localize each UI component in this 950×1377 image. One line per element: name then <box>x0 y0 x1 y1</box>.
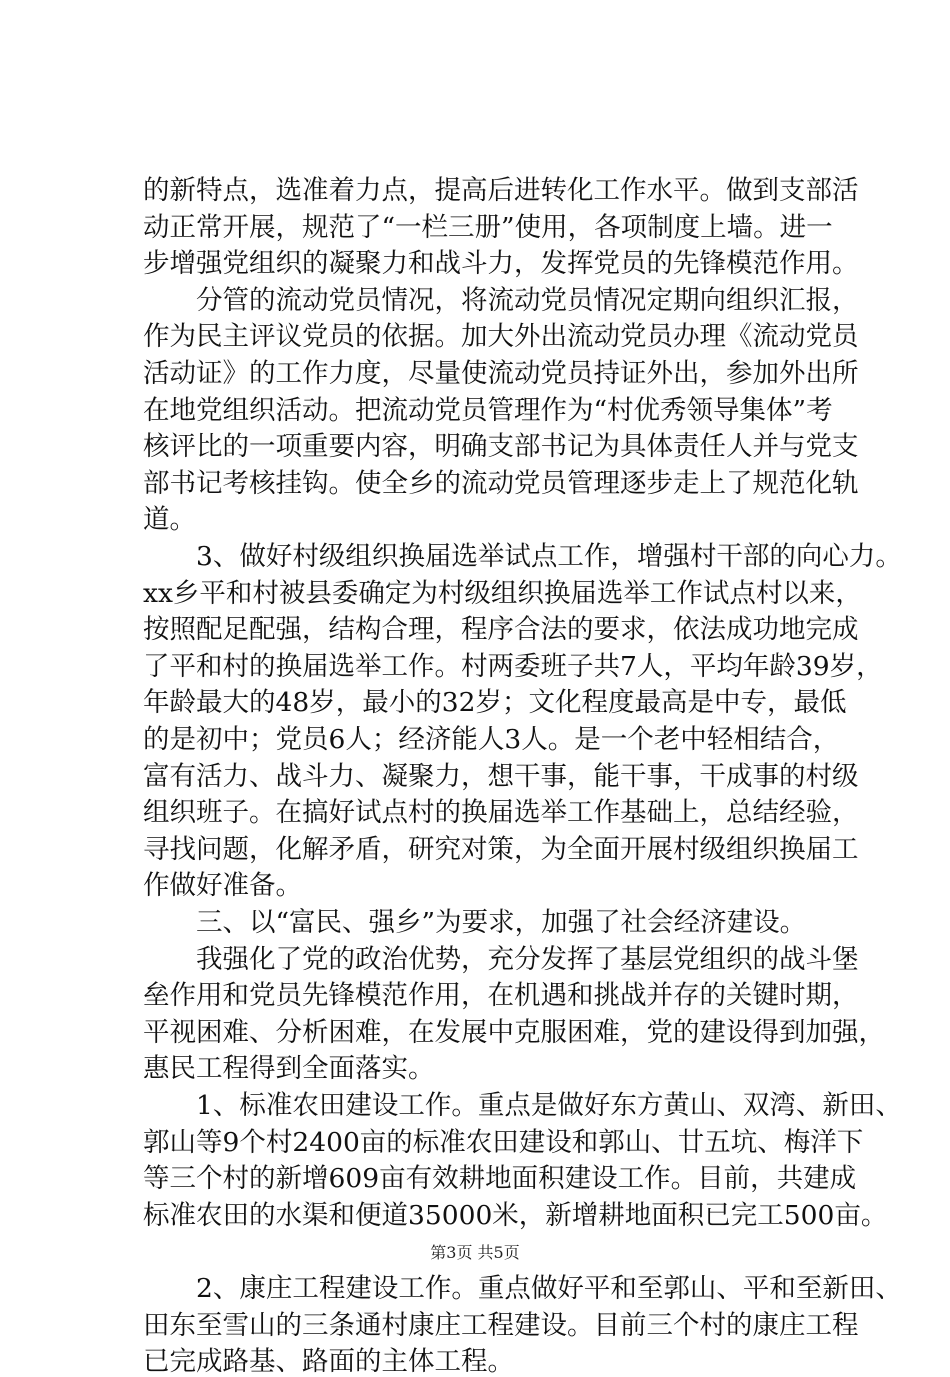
text-line: 等三个村的新增609亩有效耕地面积建设工作。目前，共建成 <box>143 1163 857 1195</box>
text-line: 分管的流动党员情况，将流动党员情况定期向组织汇报， <box>143 284 859 316</box>
text-line: 步增强党组织的凝聚力和战斗力，发挥党员的先锋模范作用。 <box>143 248 859 280</box>
text-line: 年龄最大的48岁，最小的32岁；文化程度最高是中专，最低 <box>143 687 847 719</box>
text-line: 田东至雪山的三条通村康庄工程建设。目前三个村的康庄工程 <box>143 1309 859 1341</box>
text-line: 组织班子。在搞好试点村的换届选举工作基础上，总结经验， <box>143 797 859 829</box>
text-line: 动正常开展，规范了“一栏三册”使用，各项制度上墙。进一 <box>143 211 833 243</box>
text-line: xx乡平和村被县委确定为村级组织换届选举工作试点村以来， <box>143 577 862 609</box>
text-line: 部书记考核挂钩。使全乡的流动党员管理逐步走上了规范化轨 <box>143 467 859 499</box>
text-line: 我强化了党的政治优势，充分发挥了基层党组织的战斗堡 <box>143 943 859 975</box>
text-line: 寻找问题，化解矛盾，研究对策，为全面开展村级组织换届工 <box>143 833 859 865</box>
text-line: 3、做好村级组织换届选举试点工作，增强村干部的向心力。 <box>143 541 902 572</box>
text-line: 作做好准备。 <box>143 870 302 902</box>
text-line: 按照配足配强，结构合理，程序合法的要求，依法成功地完成 <box>143 614 859 646</box>
text-line: 道。 <box>143 504 196 536</box>
text-line: 的是初中；党员6人；经济能人3人。是一个老中轻相结合， <box>143 724 840 755</box>
page-footer: 第3页 共5页 <box>430 1243 520 1262</box>
text-line: 的新特点，选准着力点，提高后进转化工作水平。做到支部活 <box>143 175 859 206</box>
text-line: 1、标准农田建设工作。重点是做好东方黄山、双湾、新田、 <box>143 1090 902 1121</box>
text-line: 了平和村的换届选举工作。村两委班子共7人，平均年龄39岁， <box>143 650 883 682</box>
text-line: 垒作用和党员先锋模范作用，在机遇和挑战并存的关键时期， <box>143 980 859 1012</box>
text-line: 惠民工程得到全面落实。 <box>143 1053 435 1085</box>
text-line: 平视困难、分析困难，在发展中克服困难，党的建设得到加强， <box>143 1016 885 1048</box>
text-line: 富有活力、战斗力、凝聚力，想干事，能干事，干成事的村级 <box>143 760 859 792</box>
text-line: 三、以“富民、强乡”为要求，加强了社会经济建设。 <box>143 907 807 938</box>
text-line: 活动证》的工作力度，尽量使流动党员持证外出，参加外出所 <box>143 358 859 389</box>
text-line: 核评比的一项重要内容，明确支部书记为具体责任人并与党支 <box>143 431 859 463</box>
text-line: 已完成路基、路面的主体工程。 <box>143 1346 514 1377</box>
text-line: 在地党组织活动。把流动党员管理作为“村优秀领导集体”考 <box>143 394 833 426</box>
text-line: 2、康庄工程建设工作。重点做好平和至郭山、平和至新田、 <box>143 1273 902 1304</box>
text-line: 作为民主评议党员的依据。加大外出流动党员办理《流动党员 <box>143 321 859 353</box>
text-line: 标准农田的水渠和便道35000米，新增耕地面积已完工500亩。 <box>143 1199 888 1231</box>
text-line: 郭山等9个村2400亩的标准农田建设和郭山、廿五坑、梅洋下 <box>143 1126 864 1158</box>
